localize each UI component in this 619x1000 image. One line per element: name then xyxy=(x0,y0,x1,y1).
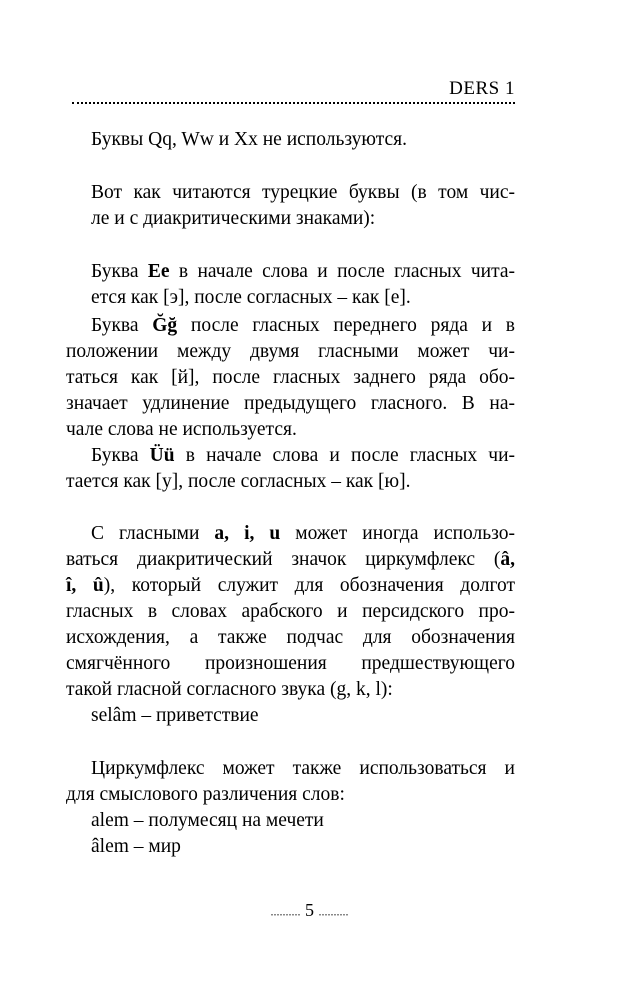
text-line: смягчённого произношения предшествующего xyxy=(66,653,515,674)
paragraph-circumflex xyxy=(66,521,515,729)
footer-dots-right: .......... xyxy=(318,904,349,919)
text-line xyxy=(66,547,515,573)
footer-dots-left: .......... xyxy=(270,904,301,919)
text-span: может иногда использо- xyxy=(280,523,515,544)
header-title: DERS 1 xyxy=(449,78,515,99)
paragraph-unused-letters xyxy=(91,127,515,153)
text-span: в начале слова и после гласных чи- xyxy=(174,445,515,466)
page-footer xyxy=(0,900,619,921)
text-span: Буква xyxy=(91,445,150,466)
paragraph-intro xyxy=(91,180,515,232)
example-line: âlem – мир xyxy=(91,836,181,857)
example-line: selâm – приветствие xyxy=(91,705,259,726)
text-line xyxy=(91,259,515,285)
rule-letter-e xyxy=(91,259,515,311)
text-line: положении между двумя гласными может чи- xyxy=(66,341,515,362)
text-line: ле и с диакритическими знаками): xyxy=(91,208,376,229)
text-line xyxy=(91,443,515,469)
letter-u: Üü xyxy=(149,445,175,466)
text-span: в начале слова и после гласных чита- xyxy=(169,261,515,282)
text-line: такой гласной согласного звука (g, k, l): xyxy=(66,679,393,700)
letter-g: Ğğ xyxy=(152,315,178,336)
text-line: чале слова не используется. xyxy=(66,419,297,440)
text-span: Буква xyxy=(91,315,153,336)
rule-letter-g xyxy=(66,313,515,443)
text-line xyxy=(66,573,515,599)
text-line: исхождения, а также подчас для обозначения xyxy=(66,627,515,648)
circumflex-i-u: î, û xyxy=(66,575,104,596)
text-line: Вот как читаются турецкие буквы (в том чис- xyxy=(91,182,515,203)
paragraph-text: Буквы Qq, Ww и Xx не используются. xyxy=(91,129,407,150)
text-line xyxy=(91,521,515,547)
circumflex-a: â, xyxy=(500,549,515,570)
text-line: Циркумфлекс может также использоваться и xyxy=(91,758,515,779)
text-span: ), который служит для обозначения долгот xyxy=(103,575,515,596)
text-span: после гласных переднего ряда и в xyxy=(177,315,515,336)
vowels-bold: a, i, u xyxy=(214,523,281,544)
text-line: для смыслового различения слов: xyxy=(66,784,345,805)
text-line: гласных в словах арабского и персидского про- xyxy=(66,601,515,622)
rule-letter-u xyxy=(66,443,515,495)
page-number: 5 xyxy=(305,900,314,920)
text-line: тается как [у], после согласных – как [ю]. xyxy=(66,471,411,492)
text-span: ваться диакритический значок циркумфлекс ( xyxy=(66,549,501,570)
text-line: таться как [й], после гласных заднего ряда обо- xyxy=(66,367,515,388)
text-line xyxy=(91,313,515,339)
text-line: значает удлинение предыдущего гласного. В на- xyxy=(66,393,515,414)
letter-e: Ee xyxy=(147,261,170,282)
example-line: alem – полумесяц на мечети xyxy=(91,810,324,831)
text-span: Буква xyxy=(91,261,148,282)
running-header xyxy=(72,78,515,104)
text-line: ется как [э], после согласных – как [е]. xyxy=(91,287,411,308)
text-span: С гласными xyxy=(91,523,215,544)
paragraph-distinction xyxy=(66,756,515,860)
